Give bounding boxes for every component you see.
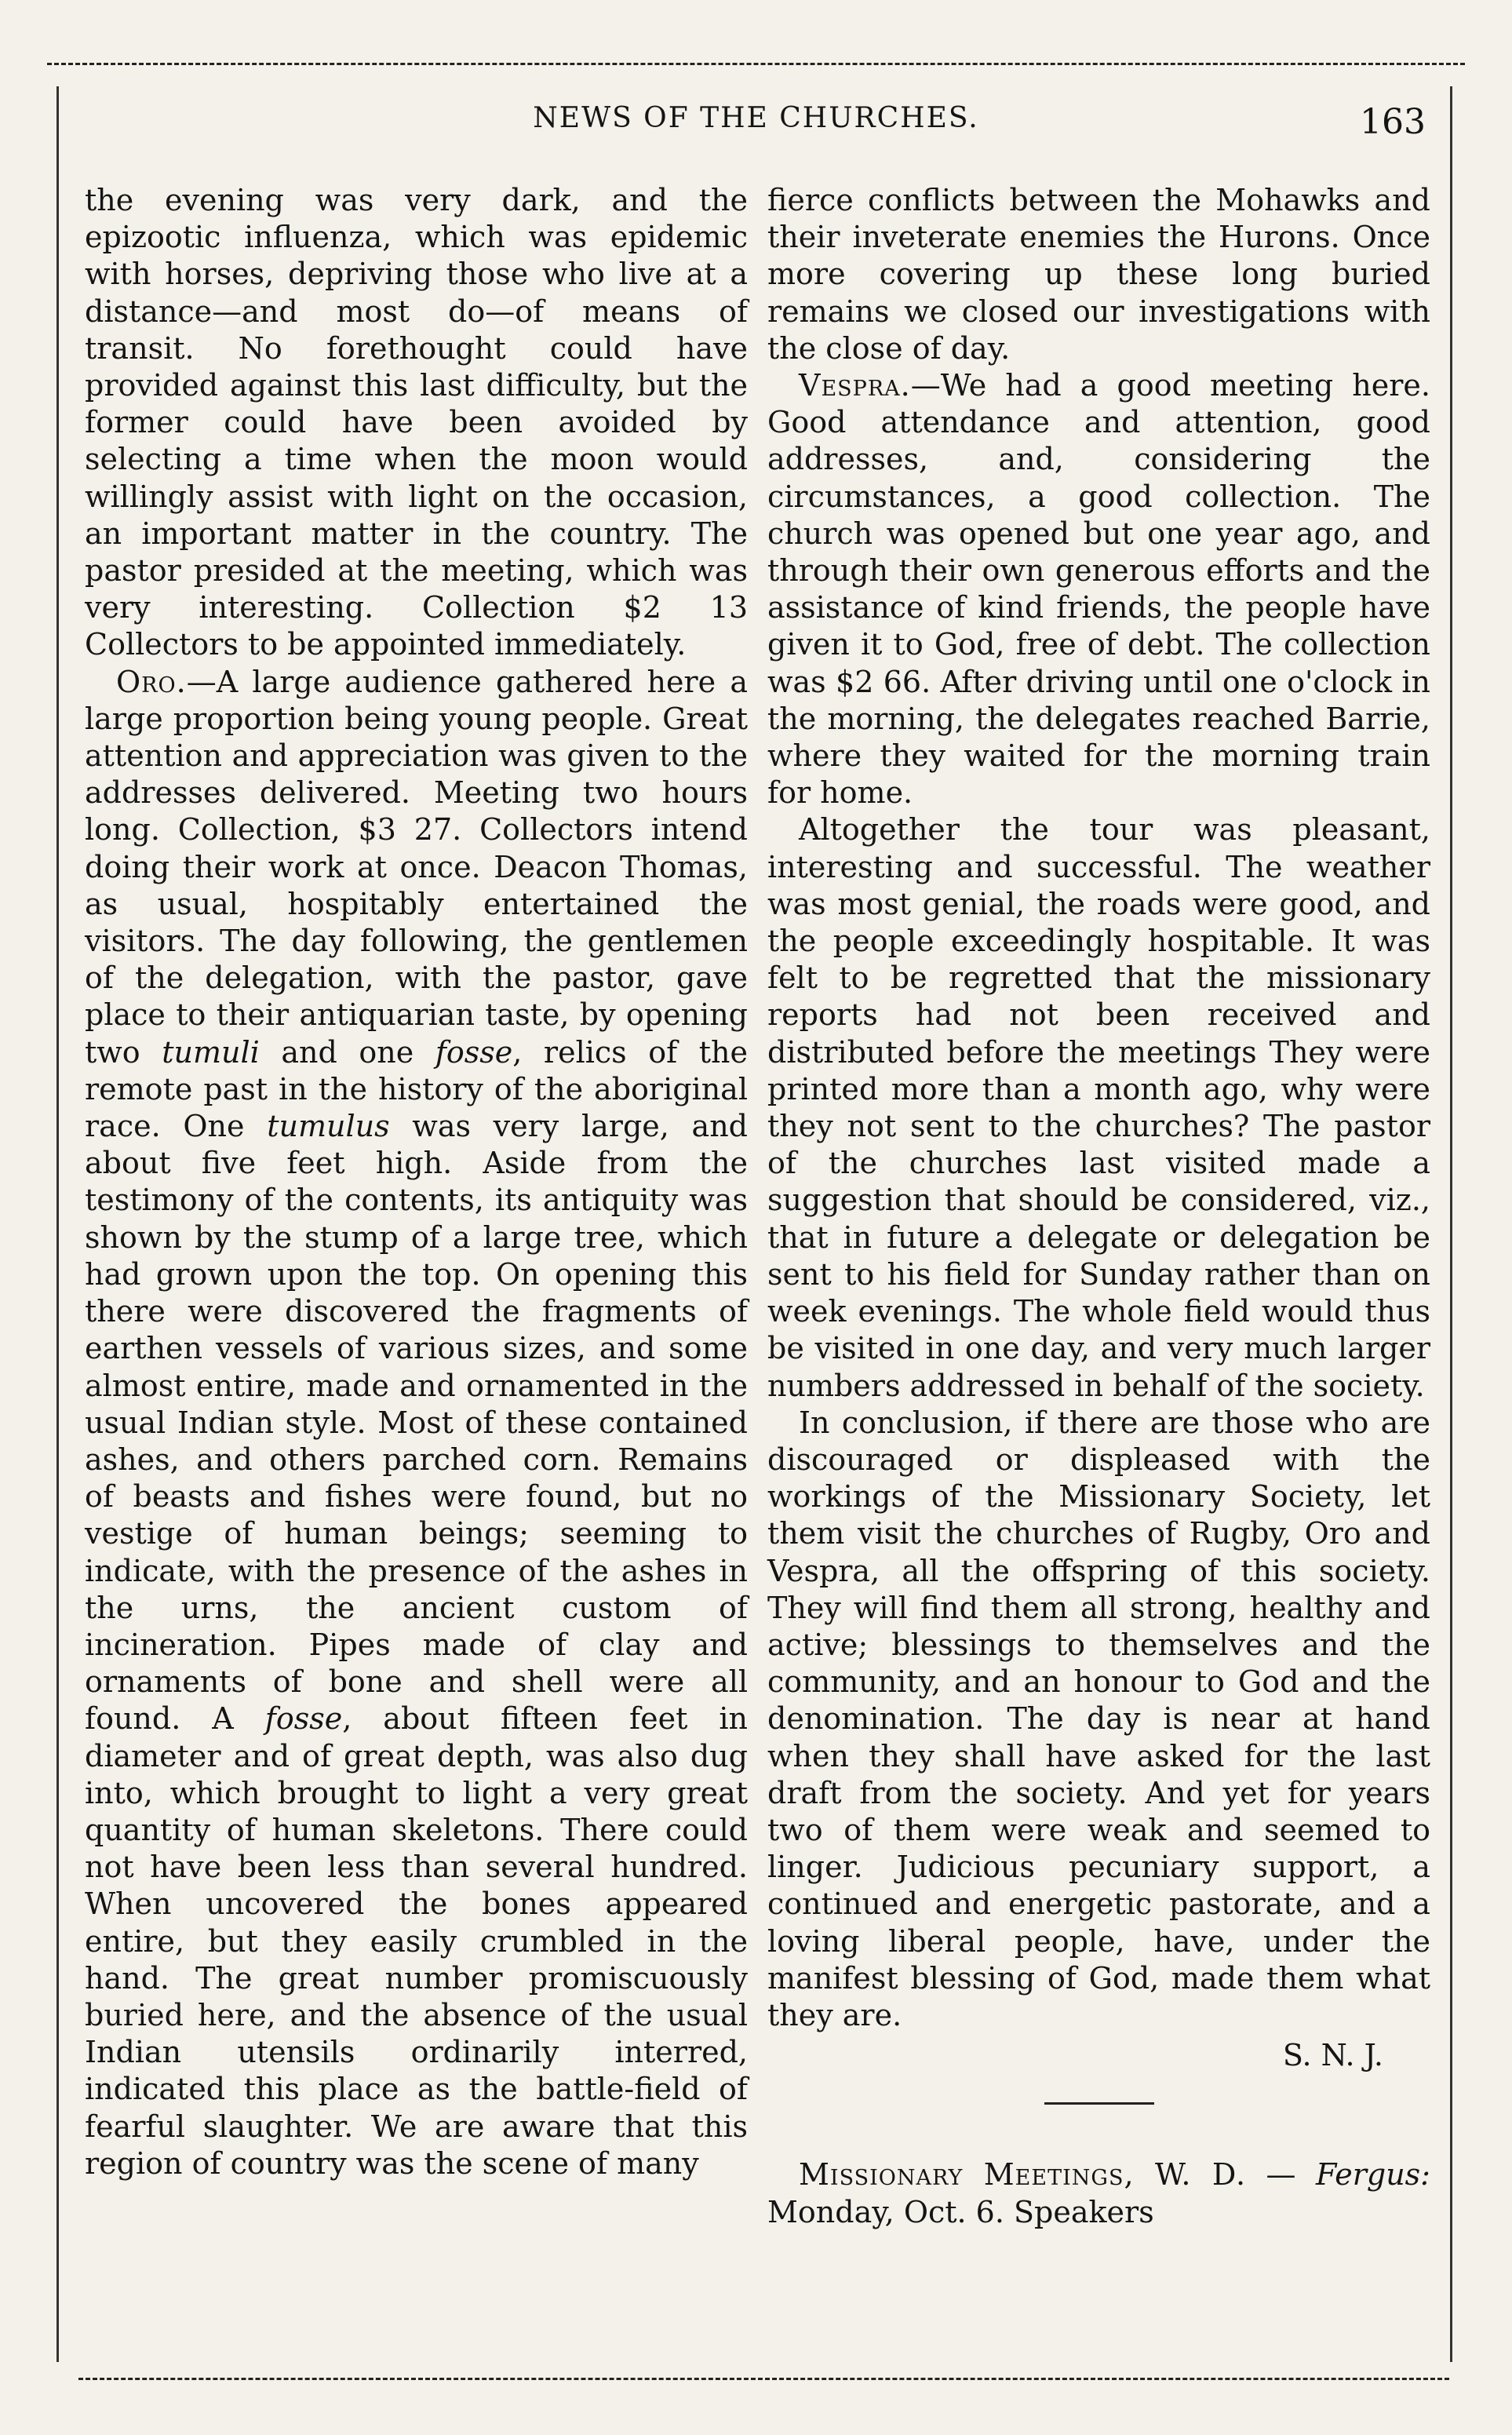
page-header [86,102,1426,149]
top-rule [47,63,1465,65]
left-column [85,182,748,2182]
paragraph [85,182,748,664]
left-border [56,86,59,2362]
running-title: NEWS OF THE CHURCHES. [533,102,979,134]
paragraph-text: Monday, Oct. 6. Speakers [767,2194,1154,2229]
paragraph-text: , about fifteen feet in diameter and of great depth, was also dug into, which brought to light a very great quantity of human skeletons. There could not have been less than several hundred. When uncovered the bones appeared entire, but they easily crumbled in the hand. The great number promiscuously buried here, and the absence of the usual Indian utensils ordinarily interred, indicated this place as the battle-field of fearful slaughter. We are aware that this region of country was the scene of many [85,1701,748,2181]
italic-term: fosse [264,1701,343,1737]
paragraph-text: Altogether the tour was pleasant, interesting and successful. The weather was most genial, the roads were good, and the people exceedingly hospitable. It was felt to be regretted that the missionary reports had not been received and distributed before the meetings They were printed more than a month ago, why were they not sent to the churches? The pastor of the churches last visited made a suggestion that should be considered, viz., that in future a delegate or delegation be sent to his field for Sunday rather than on week evenings. The whole field would thus be visited in one day, and very much larger numbers addressed in behalf of the society. [767,812,1430,1403]
signature: S. N. J. [1282,2038,1383,2073]
paragraph [767,1405,1430,2034]
right-border [1450,86,1452,2362]
italic-term: fosse [435,1034,513,1070]
paragraph-text: fierce conflicts between the Mohawks and their inveterate enemies the Hurons. Once more covering up these long buried remains we closed our investigations with the close of day. [767,183,1430,366]
paragraph-text: and one [259,1034,435,1070]
paragraph-text: , relics of the remote past in the history of the aboriginal race. One [85,1034,749,1144]
paragraph-text: —We had a good meeting here. Good attendance and attention, good addresses, and, considering the circumstances, a good collection. The church was opened but one year ago, and through their own generous efforts and the assistance of kind friends, the people have given it to God, free of debt. The collection was $2 66. After driving until one o'clock in the morning, the delegates reached Barrie, where they waited for the morning train for home. [767,368,1430,811]
page-number: 163 [1360,102,1426,142]
paragraph-text: the evening was very dark, and the epizootic influenza, which was epidemic with horses, depriving those who live at a distance—and most do—of means of transit. No forethought could have provided against this last difficulty, but the former could have been avoided by selecting a time when the moon would willingly assist with light on the occasion, an important matter in the country. The pastor presided at the meeting, which was very interesting. Collection $2 13 Collectors to be appointed immediately. [85,183,748,662]
paragraph [767,811,1430,1404]
section-head-missionary: Missionary Meetings, W. D. [799,2157,1247,2193]
italic-term: tumulus [267,1109,390,1144]
section-head-vespra: Vespra. [799,368,911,403]
section-divider [1044,2102,1154,2105]
paragraph-text: was very large, and about five feet high. Aside from the testimony of the contents, its antiquity was shown by the stump of a large tree, which had grown upon the top. On opening this there were discovered the fragments of earthen vessels of various sizes, and some almost entire, made and ornamented in the usual Indian style. Most of these contained ashes, and others parched corn. Remains of beasts and fishes were found, but no vestige of human beings; seeming to indicate, with the presence of the ashes in the urns, the ancient custom of incineration. Pipes made of clay and ornaments of bone and shell were all found. A [85,1109,748,1737]
paragraph-vespra [767,367,1430,811]
section-head-oro: Oro. [116,664,187,699]
paragraph [767,182,1430,367]
paragraph-text: In conclusion, if there are those who are discouraged or displeased with the workings of the Missionary Society, let them visit the churches of Rugby, Oro and Vespra, all the offspring of this society. They will find them all strong, healthy and active; blessings to themselves and the community, and an honour to God and the denomination. The day is near at hand when they shall have asked for the last draft from the society. And yet for years two of them were weak and seemed to linger. Judicious pecuniary support, a continued and energetic pastorate, and a loving liberal people, have, under the manifest blessing of God, made them what they are. [767,1405,1430,2032]
paragraph-text: —A large audience gathered here a large proportion being young people. Great attention and appreciation was given to the addresses delivered. Meeting two hours long. Collection, $3 27. Collectors intend doing their work at once. Deacon Thomas, as usual, hospitably entertained the visitors. The day following, the gentlemen of the delegation, with the pastor, gave place to their antiquarian taste, by opening two [85,664,748,1070]
paragraph-missionary-meetings [767,2156,1430,2230]
paragraph-oro [85,664,748,2182]
bottom-rule [78,2378,1449,2380]
right-column [767,182,1430,2231]
italic-term: tumuli [162,1034,260,1070]
paragraph-text: — [1246,2157,1316,2193]
italic-place: Fergus: [1315,2157,1430,2193]
